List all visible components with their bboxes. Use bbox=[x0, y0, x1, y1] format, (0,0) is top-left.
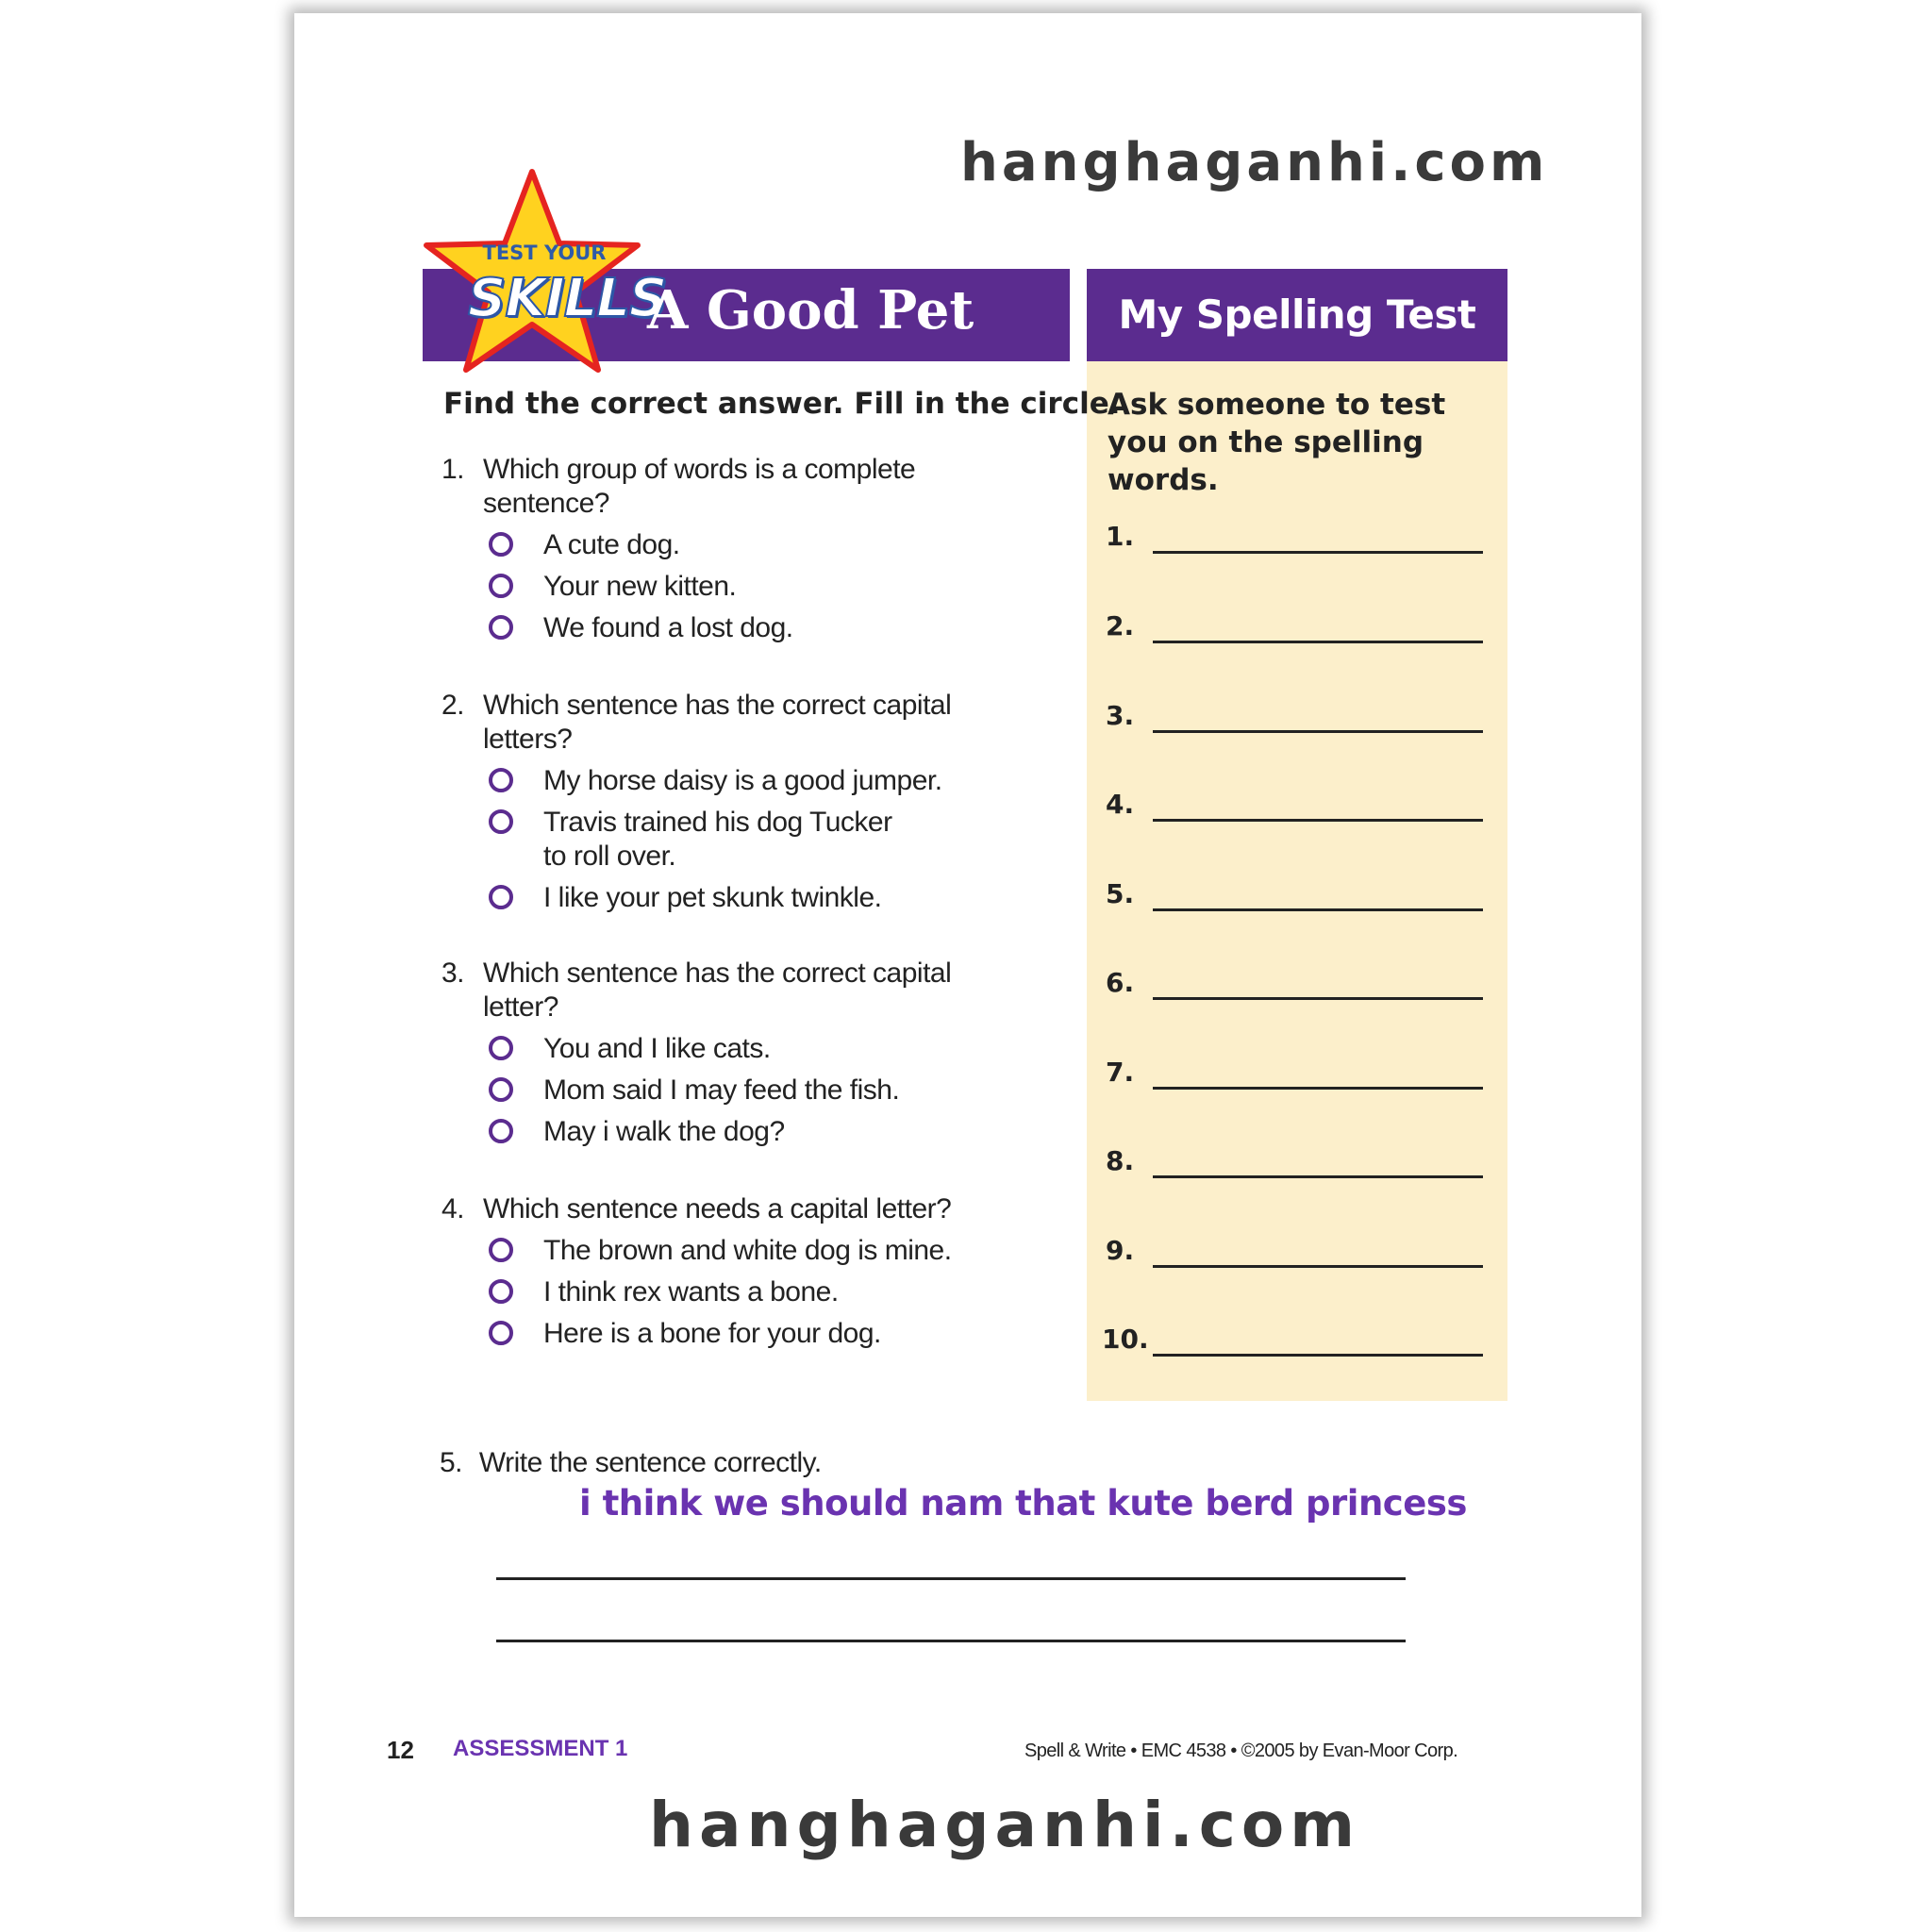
instruction-text: Find the correct answer. Fill in the circle. bbox=[443, 387, 1121, 421]
answer-option[interactable] bbox=[441, 570, 998, 604]
answer-bubble-icon[interactable] bbox=[489, 1238, 513, 1262]
spelling-line-number: 9. bbox=[1106, 1235, 1135, 1266]
question-3 bbox=[441, 957, 998, 1149]
spelling-test-panel bbox=[1087, 269, 1507, 1401]
answer-bubble-icon[interactable] bbox=[489, 1077, 513, 1102]
answer-bubble-icon[interactable] bbox=[489, 1036, 513, 1060]
spelling-line[interactable] bbox=[1106, 784, 1483, 822]
question-number: 2. bbox=[441, 690, 465, 721]
option-text: Mom said I may feed the fish. bbox=[543, 1074, 900, 1106]
spelling-line[interactable] bbox=[1106, 874, 1483, 911]
answer-option[interactable] bbox=[441, 1074, 998, 1108]
answer-option[interactable] bbox=[441, 611, 998, 645]
answer-option[interactable] bbox=[441, 1317, 998, 1351]
question-5 bbox=[440, 1447, 822, 1479]
question-text: Which sentence has the correct capital letter? bbox=[483, 958, 952, 1023]
spelling-line[interactable] bbox=[1106, 1230, 1483, 1268]
question-text: Which group of words is a complete sentence? bbox=[483, 454, 916, 519]
spelling-line-number: 7. bbox=[1106, 1057, 1135, 1088]
question-number: 3. bbox=[441, 958, 465, 989]
spelling-line-number: 3. bbox=[1106, 700, 1135, 731]
option-text: The brown and white dog is mine. bbox=[543, 1235, 952, 1266]
writing-line[interactable] bbox=[496, 1577, 1406, 1580]
spelling-test-instruction: Ask someone to test you on the spelling words. bbox=[1108, 388, 1446, 497]
question-number: 1. bbox=[441, 454, 465, 485]
copyright-text: Spell & Write • EMC 4538 • ©2005 by Evan-Moor Corp. bbox=[1024, 1740, 1458, 1761]
spelling-line[interactable] bbox=[1106, 1052, 1483, 1090]
answer-bubble-icon[interactable] bbox=[489, 1279, 513, 1304]
question-2 bbox=[441, 689, 998, 915]
answer-option[interactable] bbox=[441, 806, 902, 874]
spelling-line[interactable] bbox=[1106, 962, 1483, 1000]
option-text: Here is a bone for your dog. bbox=[543, 1318, 881, 1349]
option-text: May i walk the dog? bbox=[543, 1116, 785, 1147]
answer-option[interactable] bbox=[441, 1032, 998, 1066]
spelling-line[interactable] bbox=[1106, 695, 1483, 733]
answer-option[interactable] bbox=[441, 1234, 998, 1268]
spelling-line-number: 1. bbox=[1106, 521, 1135, 552]
spelling-line-number: 2. bbox=[1106, 610, 1135, 641]
question-text: Which sentence needs a capital letter? bbox=[483, 1193, 952, 1224]
answer-bubble-icon[interactable] bbox=[489, 1321, 513, 1345]
option-text: My horse daisy is a good jumper. bbox=[543, 765, 942, 796]
option-text: A cute dog. bbox=[543, 529, 680, 560]
page-title: A Good Pet bbox=[647, 279, 974, 341]
assessment-label: ASSESSMENT 1 bbox=[453, 1736, 628, 1761]
answer-bubble-icon[interactable] bbox=[489, 574, 513, 598]
question-number: 4. bbox=[441, 1193, 465, 1224]
option-text: I think rex wants a bone. bbox=[543, 1276, 839, 1307]
spelling-line[interactable] bbox=[1102, 1319, 1483, 1357]
answer-bubble-icon[interactable] bbox=[489, 885, 513, 909]
watermark-top: hanghaganhi.com bbox=[960, 132, 1549, 193]
spelling-line[interactable] bbox=[1106, 606, 1483, 643]
answer-bubble-icon[interactable] bbox=[489, 809, 513, 834]
spelling-line[interactable] bbox=[1106, 516, 1483, 554]
question-4 bbox=[441, 1192, 998, 1351]
watermark-bottom: hanghaganhi.com bbox=[649, 1789, 1360, 1861]
spelling-line-number: 10. bbox=[1102, 1324, 1149, 1355]
question-text: Which sentence has the correct capital letters? bbox=[483, 690, 952, 755]
writing-line[interactable] bbox=[496, 1640, 1406, 1642]
answer-option[interactable] bbox=[441, 1275, 998, 1309]
spelling-line-number: 8. bbox=[1106, 1145, 1135, 1176]
spelling-line-number: 5. bbox=[1106, 878, 1135, 909]
answer-option[interactable] bbox=[441, 1115, 998, 1149]
spelling-line[interactable] bbox=[1106, 1141, 1483, 1178]
option-text: We found a lost dog. bbox=[543, 612, 793, 643]
answer-bubble-icon[interactable] bbox=[489, 1119, 513, 1143]
answer-bubble-icon[interactable] bbox=[489, 532, 513, 557]
page-number: 12 bbox=[387, 1736, 414, 1764]
question-number: 5. bbox=[440, 1447, 463, 1478]
incorrect-sentence-prompt: i think we should nam that kute berd princess bbox=[579, 1483, 1467, 1524]
spelling-test-title: My Spelling Test bbox=[1087, 269, 1507, 361]
answer-bubble-icon[interactable] bbox=[489, 768, 513, 792]
answer-option[interactable] bbox=[441, 528, 998, 562]
spelling-line-number: 6. bbox=[1106, 967, 1135, 998]
question-1 bbox=[441, 453, 998, 645]
answer-option[interactable] bbox=[441, 764, 998, 798]
option-text: Travis trained his dog Tucker to roll over. bbox=[543, 807, 892, 872]
option-text: I like your pet skunk twinkle. bbox=[543, 882, 882, 913]
badge-top-text: TEST YOUR bbox=[482, 242, 607, 264]
option-text: You and I like cats. bbox=[543, 1033, 771, 1064]
answer-bubble-icon[interactable] bbox=[489, 615, 513, 640]
badge-main-text: SKILLS bbox=[468, 268, 667, 329]
answer-option[interactable] bbox=[441, 881, 998, 915]
option-text: Your new kitten. bbox=[543, 571, 737, 602]
question-text: Write the sentence correctly. bbox=[478, 1447, 822, 1478]
spelling-line-number: 4. bbox=[1106, 789, 1135, 820]
